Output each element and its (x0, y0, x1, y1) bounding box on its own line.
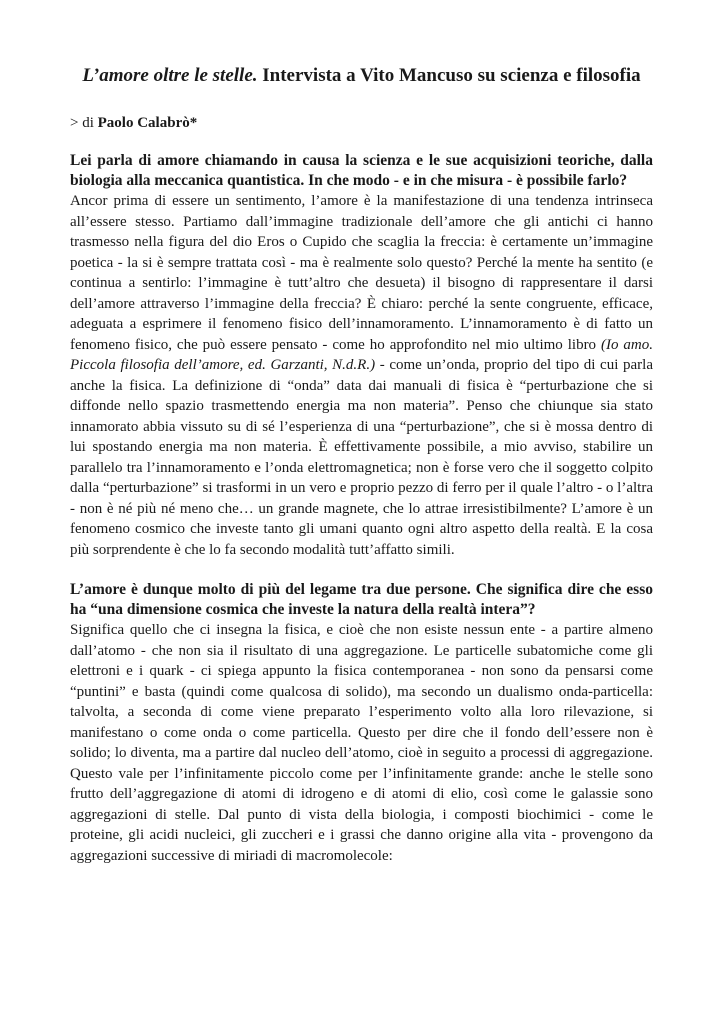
answer-2: Significa quello che ci insegna la fisica, e cioè che non esiste nessun ente - a partire almeno dall’atomo - che non sia il risultato di una aggregazione. Le particelle subatomiche come gli elettroni e i quark - ci spiega appunto la fisica contemporanea - non sono da pensarsi come “puntini” e basta (quindi come qualcosa di solido), ma secondo un dualismo onda-particella: talvolta, a seconda di come viene preparato l’esperimento volto alla loro rilevazione, si manifestano o come onda o come particella. Questo per dire che il fondo dell’essere non è solido; lo diventa, ma a partire dal nucleo dell’atomo, cioè in seguito a processi di aggregazione. Questo vale per l’infinitamente piccolo come per l’infinitamente grande: anche le stelle sono frutto dell’aggregazione di atomi di idrogeno e di atomi di elio, così come le galassie sono aggregazioni di stelle. Dal punto di vista della biologia, i composti biochimici - come le proteine, gli acidi nucleici, gli zuccheri e i grassi che danno origine alla vita - provengono da aggregazioni successive di miriadi di macromolecole: (70, 622, 653, 864)
answer-1 (70, 191, 653, 560)
byline (70, 113, 653, 133)
article-title-rest: Intervista a Vito Mancuso su scienza e filosofia (257, 65, 641, 86)
question-1: Lei parla di amore chiamando in causa la scienza e le sue acquisizioni teoriche, dalla biologia alla meccanica quantistica. In che modo - e in che misura - è possibile farlo? (70, 152, 653, 189)
answer-1-part-1: Ancor prima di essere un sentimento, l’amore è la manifestazione di una tendenza intrinseca all’essere stesso. Partiamo dall’immagine tradizionale dell’amore che gli antichi ci hanno trasmesso nella figura del dio Eros o Cupido che scaglia la freccia: è certamente un’immagine poetica - la si è sempre trattata così - ma è realmente solo questo? Perché la mente ha sentito (e continua a sentirlo: l’immagine è tutt’altro che desueta) il bisogno di rappresentare il darsi dell’amore attraverso l’immagine della freccia? È chiaro: perché la sente congruente, efficace, adeguata a esprimere il fenomeno fisico dell’innamoramento. L’innamoramento è di fatto un fenomeno fisico, che può essere pensato - come ho approfondito nel mio ultimo libro (70, 193, 653, 353)
byline-author: Paolo Calabrò* (97, 115, 198, 131)
article-title (70, 62, 653, 89)
question-2: L’amore è dunque molto di più del legame tra due persone. Che significa dire che esso ha “una dimensione cosmica che investe la natura della realtà intera”? (70, 581, 653, 618)
article-title-italic: L’amore oltre le stelle. (82, 65, 258, 86)
byline-prefix: > di (70, 115, 98, 131)
document-page (70, 62, 653, 886)
answer-1-part-2: - come un’onda, proprio del tipo di cui parla anche la fisica. La definizione di “onda” data dai manuali di fisica è “perturbazione che si diffonde nello spazio trasmettendo energia ma non materia”. Penso che chiunque sia stato innamorato abbia vissuto su di sé l’esperienza di una “perturbazione”, che si è mossa dentro di lui spostando energia ma non materia. È effettivamente possibile, a mio avviso, stabilire un parallelo tra l’innamoramento e l’onda elettromagnetica; non è forse vero che il soggetto colpito dalla “perturbazione” si trasformi in un vero e proprio pezzo di ferro per il quale l’altro - o l’altra - non è né più né meno che… un grande magnete, che lo attrae irresistibilmente? L’amore è un fenomeno cosmico che investe tanto gli umani quanto ogni altro aspetto della realtà. E la cosa più sorprendente è che lo fa secondo modalità tutt’affatto simili. (70, 357, 653, 558)
answer-1-book-reference: (Io amo. Piccola filosofia dell’amore, ed. Garzanti, N.d.R.) (70, 336, 654, 373)
